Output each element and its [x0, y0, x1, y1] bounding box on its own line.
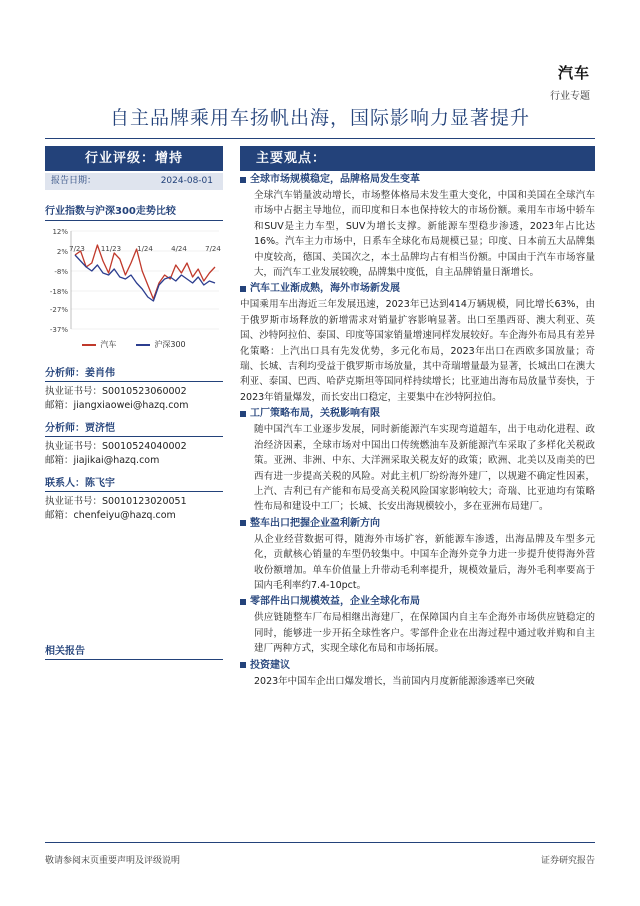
- key-point-title: [240, 515, 595, 532]
- title-divider: [45, 138, 595, 139]
- email-address[interactable]: jiajikai@hazq.com: [73, 455, 160, 466]
- y-tick-label: -27%: [49, 306, 68, 314]
- key-point: [240, 515, 595, 594]
- analyst-2-email[interactable]: [45, 454, 223, 468]
- legend-label-auto: 汽车: [100, 340, 117, 349]
- square-bullet-icon: [240, 662, 246, 668]
- report-date-row: [45, 173, 223, 190]
- y-tick-label: -37%: [49, 326, 68, 334]
- footer-divider: [45, 842, 595, 843]
- key-point-title-text: 零部件出口规模效益，企业全球化布局: [250, 596, 420, 608]
- key-point-title-text: 全球市场规模稳定，品牌格局发生变革: [250, 174, 420, 185]
- left-sidebar: [45, 146, 223, 523]
- key-point-body: 供应链随整车厂布局相继出海建厂，在保障国内自主车企海外市场供应链稳定的同时，能够进一步开拓全球性客户。零部件企业在出海过程中通过收并购和自主建厂两种方式，实现全球化布局和市场拓展。: [254, 612, 595, 655]
- cert-number: S0010524040002: [102, 441, 187, 452]
- y-tick-label: -8%: [54, 268, 68, 276]
- related-reports-heading: 相关报告: [45, 642, 223, 660]
- analyst-2-name: 贾济恺: [85, 423, 115, 434]
- legend-item-auto: [82, 339, 116, 350]
- key-point-body: 中国乘用车出海近三年发展迅速，2023年已达到414万辆规模，同比增长63%，由于俄罗斯市场释放的新增需求对销量扩容影响显著。出口至墨西哥、澳大利亚、英国、沙特阿拉伯、泰国、印度等国家销量增速同样发展较好。车企海外布局具有差异化策略：上汽出口具有先发优势，多元化布局，2023年出口在西欧多国放量；奇瑞、长城、吉利均受益于俄罗斯市场放量，其中奇瑞增量最为显著，长城出口在澳大利亚、泰国、巴西、哈萨克斯坦等国同样持续增长；比亚迪出海布局放量节奏快，于2023年销量爆发，而长安出口稳定，主要集中在沙特阿拉伯。: [240, 299, 595, 403]
- key-point-body: 随中国汽车工业逐步发展，同时新能源汽车实现弯道超车，出于电动化进程、政治经济因素，全球市场对中国出口传统燃油车及新能源汽车采取了多样化关税政策。亚洲、非洲、中东、大洋洲采取关税友好的政策；欧洲、北美以及南美的巴西有进一步提高关税的风险。对此主机厂纷纷海外建厂，以规避不确定性因素，上汽、吉利已有产能和布局受高关税风险国家影响较大；奇瑞、比亚迪均有策略性布局和建设中工厂；长城、长安出海规模较小，多在亚洲布局建厂。: [254, 424, 595, 513]
- x-tick-label: 7/24: [205, 245, 221, 253]
- key-point-title-text: 整车出口把握企业盈利新方向: [250, 517, 380, 529]
- analyst-1: [45, 364, 223, 413]
- key-point-title-text: 工厂策略布局，关税影响有限: [250, 408, 380, 420]
- y-tick-label: 2%: [56, 248, 68, 256]
- square-bullet-icon: [240, 177, 246, 183]
- legend-swatch-auto: [82, 344, 96, 346]
- email-label: 邮箱：: [45, 510, 74, 521]
- square-bullet-icon: [240, 520, 246, 526]
- main-content: [240, 146, 595, 689]
- main-points-heading: 主要观点：: [240, 146, 595, 171]
- legend-item-csi300: [136, 339, 185, 350]
- email-label: 邮箱：: [45, 400, 74, 411]
- square-bullet-icon: [240, 599, 246, 605]
- key-point-body: 从企业经营数据可得，随海外市场扩容，新能源车渗透，出海品牌及车型多元化，贡献核心销量的车型仍较集中。中国车企海外竞争力进一步提升使得海外营收份额增加。单车价值量上升带动毛利率提升，规模效量后，海外毛利率要高于国内毛利率约7.4-10pct。: [254, 533, 595, 591]
- key-point-title: [240, 593, 595, 610]
- contact-1: [45, 474, 223, 523]
- y-tick-label: 12%: [52, 228, 68, 236]
- key-point-title-text: 投资建议: [250, 659, 290, 671]
- y-tick-label: -18%: [49, 288, 68, 296]
- contact-1-role: 联系人：: [45, 478, 85, 489]
- key-point-title: [240, 657, 595, 674]
- report-type: 行业专题: [550, 91, 590, 102]
- x-tick-label: 1/24: [137, 245, 153, 253]
- key-point: [240, 171, 595, 280]
- x-tick-label: 4/24: [171, 245, 187, 253]
- key-point-title: [240, 171, 595, 188]
- key-point-title: [240, 405, 595, 422]
- contact-1-cert: [45, 495, 223, 509]
- legend-label-csi300: 沪深300: [154, 340, 186, 349]
- analyst-1-name: 姜肖伟: [85, 368, 115, 379]
- header: [550, 62, 590, 102]
- analyst-2-cert: [45, 440, 223, 454]
- contact-1-name: 陈飞宇: [85, 478, 115, 489]
- square-bullet-icon: [240, 286, 246, 292]
- analyst-2-role: 分析师：: [45, 423, 85, 434]
- analyst-1-role: 分析师：: [45, 368, 85, 379]
- key-point: [240, 405, 595, 514]
- key-point: [240, 657, 595, 689]
- key-point-body: 2023年中国车企出口爆发增长，当前国内月度新能源渗透率已突破: [254, 675, 535, 687]
- industry-rating: 行业评级：增持: [45, 146, 223, 171]
- cert-label: 执业证书号：: [45, 386, 103, 397]
- cert-label: 执业证书号：: [45, 441, 103, 452]
- cert-number: S0010123020051: [102, 496, 187, 507]
- chart-legend: [45, 339, 223, 350]
- analyst-2: [45, 419, 223, 468]
- chart-svg: [45, 225, 223, 337]
- email-address[interactable]: jiangxiaowei@hazq.com: [73, 400, 189, 411]
- email-address[interactable]: chenfeiyu@hazq.com: [73, 510, 176, 521]
- key-point: [240, 280, 595, 405]
- legend-swatch-csi300: [136, 344, 150, 346]
- index-comparison-chart: [45, 225, 223, 337]
- report-date: 2024-08-01: [160, 176, 213, 186]
- email-label: 邮箱：: [45, 455, 74, 466]
- analyst-2-heading: [45, 419, 223, 437]
- key-point: [240, 593, 595, 656]
- report-date-label: 报告日期：: [51, 176, 97, 186]
- cert-number: S0010523060002: [102, 386, 187, 397]
- x-tick-label: 11/23: [100, 245, 122, 253]
- report-title: 自主品牌乘用车扬帆出海，国际影响力显著提升: [109, 107, 530, 129]
- key-point-title: [240, 280, 595, 297]
- analyst-1-email[interactable]: [45, 399, 223, 413]
- key-point-body: 全球汽车销量波动增长，市场整体格局未发生重大变化，中国和美国在全球汽车市场中占据主导地位，而印度和日本也保持较大的市场份额。乘用车市场中轿车和SUV是主力车型，SUV为增长支撑。新能源车型稳步渗透，2023年占比达16%。汽车主力市场中，日系车全球化布局规模已显；印度、日本前五大品牌集中度较高，德国、美国次之，本土品牌均占有相当份额。中国由于汽车市场容量大，而汽车工业发展较晚，品牌集中度低，自主品牌销量日渐增长。: [254, 190, 595, 279]
- x-tick-label: 7/23: [69, 245, 85, 253]
- chart-title: 行业指数与沪深300走势比较: [45, 202, 223, 221]
- contact-1-email[interactable]: [45, 509, 223, 523]
- sector-name: 汽车: [557, 64, 590, 82]
- footer-disclaimer: 敬请参阅末页重要声明及评级说明: [45, 856, 181, 866]
- footer-label: 证券研究报告: [540, 856, 595, 866]
- square-bullet-icon: [240, 411, 246, 417]
- analyst-1-heading: [45, 364, 223, 382]
- key-points: [240, 171, 595, 689]
- key-point-title-text: 汽车工业渐成熟，海外市场新发展: [250, 283, 400, 295]
- contact-1-heading: [45, 474, 223, 492]
- cert-label: 执业证书号：: [45, 496, 103, 507]
- analyst-1-cert: [45, 385, 223, 399]
